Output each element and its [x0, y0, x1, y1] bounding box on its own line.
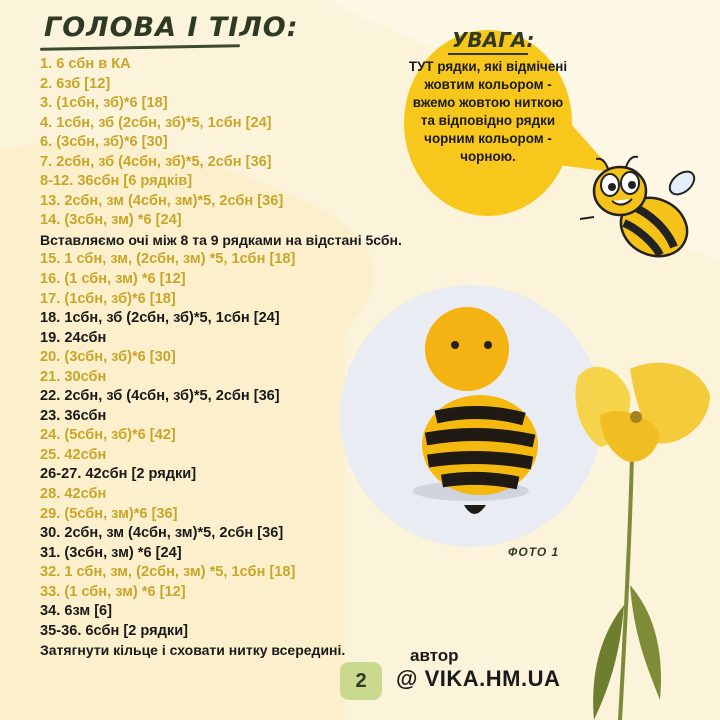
pattern-row: 24. (5сбн, зб)*6 [42] [40, 427, 176, 444]
instruction-note: Вставляємо очі між 8 та 9 рядками на відстані 5сбн. [40, 231, 402, 248]
pattern-row: 22. 2сбн, зб (4сбн, зб)*5, 2сбн [36] [40, 388, 280, 405]
pattern-row: 35-36. 6сбн [2 рядки] [40, 622, 189, 639]
pattern-row: 23. 36сбн [40, 407, 107, 424]
notice-title: УВАГА: [452, 28, 535, 52]
author-handle: @ VIKA.HM.UA [396, 666, 561, 691]
pattern-row: 32. 1 сбн, зм, (2сбн, зм) *5, 1сбн [18] [40, 564, 296, 581]
pattern-row: 19. 24сбн [40, 329, 107, 346]
cartoon-bee-icon [578, 155, 702, 267]
pattern-row: 6. (3сбн, зб)*6 [30] [40, 134, 168, 151]
pattern-row: 8-12. 36сбн [6 рядків] [40, 173, 193, 190]
pattern-row: 34. 6зм [6] [40, 603, 113, 620]
pattern-row: 3. (1сбн, зб)*6 [18] [40, 95, 168, 112]
page-title: ГОЛОВА І ТІЛО: [44, 12, 299, 43]
pattern-row: 7. 2сбн, зб (4сбн, зб)*5, 2сбн [36] [40, 153, 272, 170]
pattern-row: 33. (1 сбн, зм) *6 [12] [40, 583, 186, 600]
pattern-row: 28. 42сбн [40, 486, 107, 503]
pattern-row: 21. 30сбн [40, 368, 107, 385]
pattern-row: 15. 1 сбн, зм, (2сбн, зм) *5, 1сбн [18] [40, 251, 296, 268]
pattern-row: 26-27. 42сбн [2 рядки] [40, 466, 197, 483]
instruction-note: Затягнути кільце і сховати нитку всередині. [40, 642, 346, 659]
photo-caption: ФОТО 1 [508, 545, 560, 559]
notice-text: ТУТ рядки, які відмічені жовтим кольором - вжемо жовтою ниткою та відповідно рядки чорним кольором - чорною. [408, 59, 568, 164]
notice-title-underline [448, 53, 528, 55]
pattern-row: 16. (1 сбн, зм) *6 [12] [40, 271, 186, 288]
pattern-row: 18. 1сбн, зб (2сбн, зб)*5, 1сбн [24] [40, 310, 280, 327]
pattern-row: 30. 2сбн, зм (4сбн, зм)*5, 2сбн [36] [40, 525, 284, 542]
pattern-row: 31. (3сбн, зм) *6 [24] [40, 544, 182, 561]
pattern-row: 14. (3сбн, зм) *6 [24] [40, 212, 182, 229]
pattern-row: 17. (1сбн, зб)*6 [18] [40, 290, 176, 307]
pattern-row: 20. (3сбн, зб)*6 [30] [40, 349, 176, 366]
pattern-row: 13. 2сбн, зм (4сбн, зм)*5, 2сбн [36] [40, 192, 284, 209]
yellow-flower-icon [560, 355, 720, 720]
pattern-row: 29. (5сбн, зм)*6 [36] [40, 505, 178, 522]
pattern-row: 1. 6 сбн в КА [40, 56, 131, 72]
page-number-badge: 2 [340, 662, 382, 700]
author-label: автор [410, 646, 459, 665]
pattern-row: 25. 42сбн [40, 446, 107, 463]
pattern-row: 2. 6зб [12] [40, 75, 111, 92]
pattern-row: 4. 1сбн, зб (2сбн, зб)*5, 1сбн [24] [40, 114, 272, 131]
